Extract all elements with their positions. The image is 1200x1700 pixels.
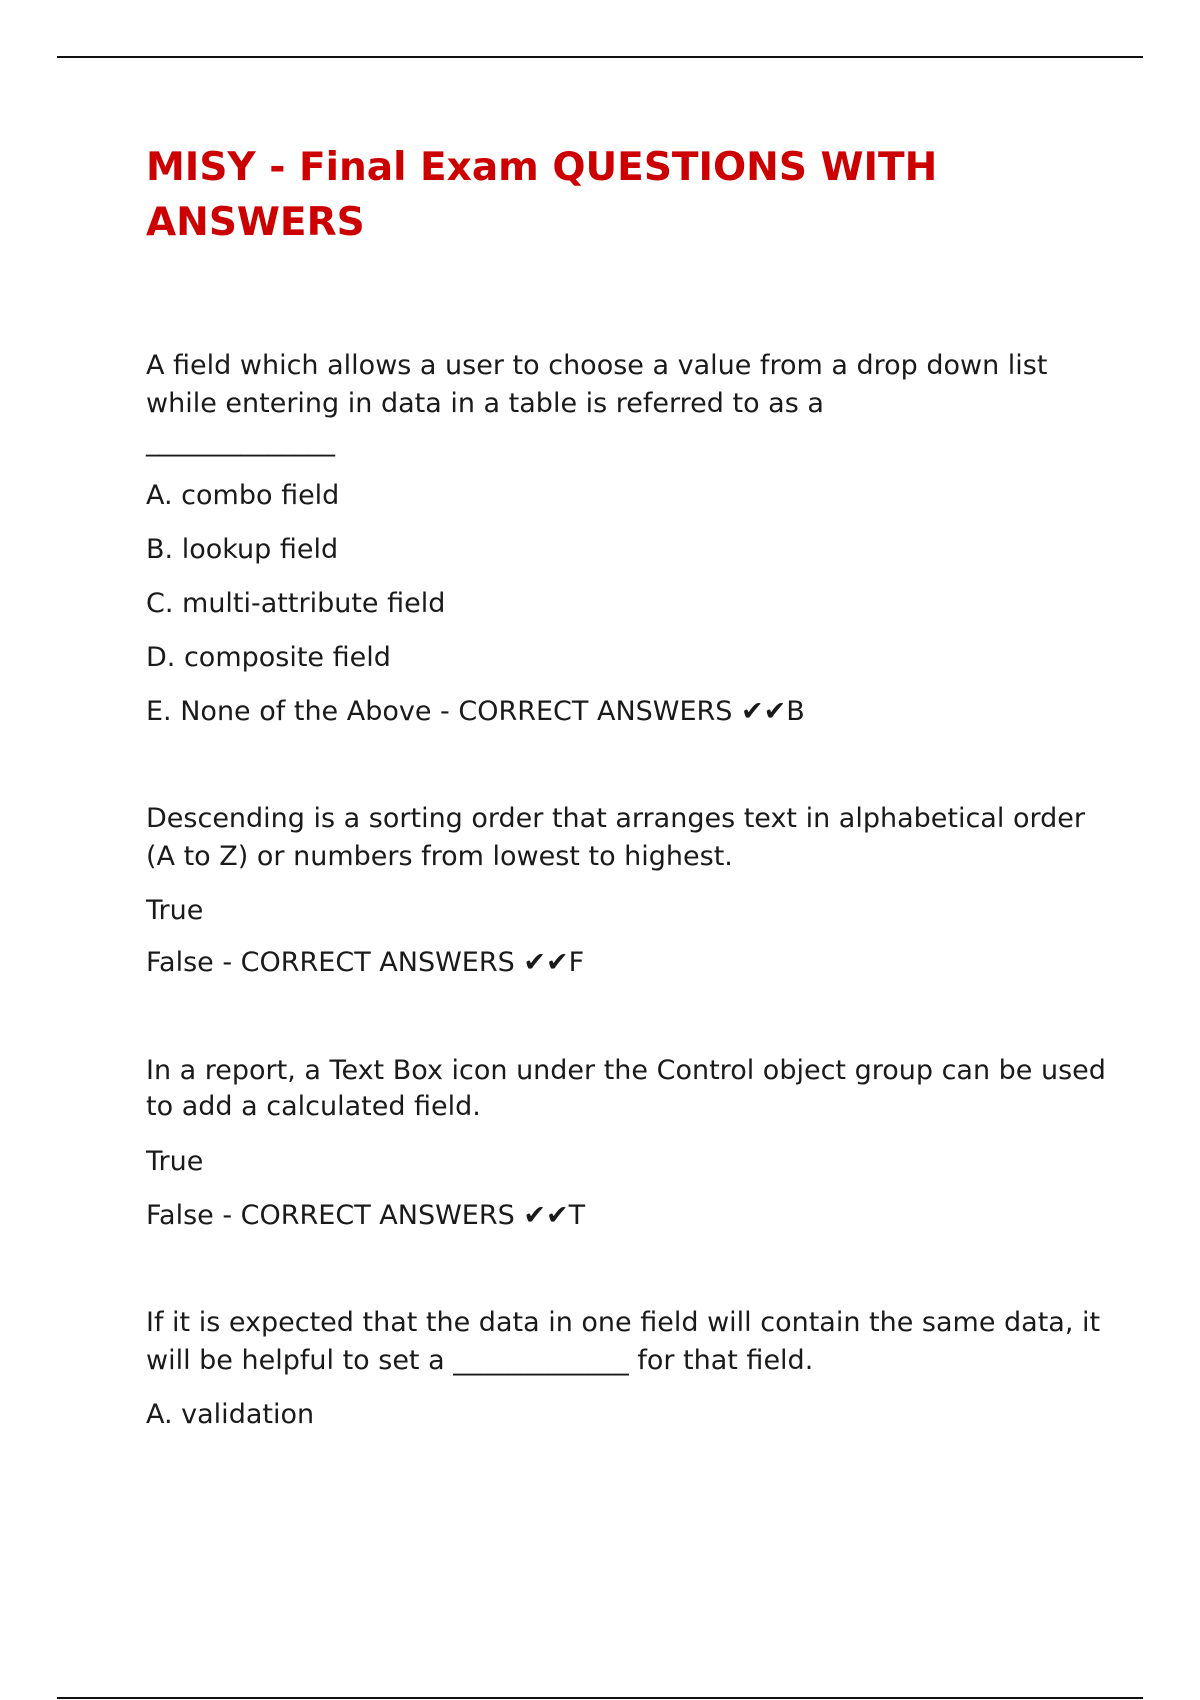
option-a: A. combo field (146, 480, 340, 511)
option-true: True (146, 895, 204, 926)
option-d: D. composite field (146, 642, 391, 673)
document-body (146, 140, 1106, 1434)
question-text: If it is expected that the data in one field will contain the same data, it will be helpful to set a _____________ for that field. (146, 1307, 1101, 1376)
question-block-2 (146, 800, 1106, 982)
answer-line: False - CORRECT ANSWERS ✔✔T (146, 1200, 586, 1231)
top-rule (57, 56, 1143, 58)
question-block-4 (146, 1304, 1106, 1434)
answer-blank: ______________ (146, 426, 335, 457)
option-true: True (146, 1146, 204, 1177)
bottom-rule (57, 1697, 1143, 1699)
question-block-3 (146, 1053, 1106, 1235)
answer-line: False - CORRECT ANSWERS ✔✔F (146, 947, 585, 978)
question-text: In a report, a Text Box icon under the Control object group can be used to add a calculated field. (146, 1055, 1106, 1122)
option-a: A. validation (146, 1399, 315, 1430)
option-c: C. multi-attribute field (146, 588, 446, 619)
question-text: Descending is a sorting order that arranges text in alphabetical order (A to Z) or numbers from lowest to highest. (146, 803, 1085, 872)
option-b: B. lookup field (146, 534, 339, 565)
question-block-1 (146, 347, 1106, 731)
answer-line: E. None of the Above - CORRECT ANSWERS ✔✔B (146, 696, 805, 727)
question-text: A field which allows a user to choose a value from a drop down list while entering in data in a table is referred to as a (146, 350, 1048, 419)
document-title: MISY - Final Exam QUESTIONS WITH ANSWERS (146, 145, 938, 245)
